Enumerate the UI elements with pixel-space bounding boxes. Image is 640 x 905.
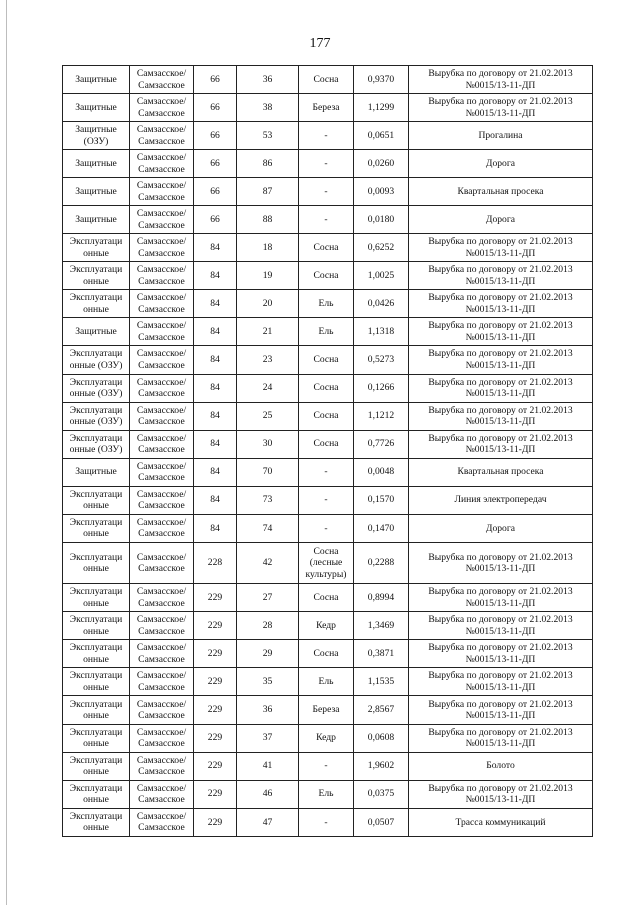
area-cell: 0,5273 [354, 346, 409, 374]
note-cell: Трасса коммуникаций [409, 808, 593, 836]
species-cell: - [299, 150, 354, 178]
forestry-cell: Самзасское/ Самзасское [130, 542, 194, 584]
forest-category-cell: Эксплуатаци онные [63, 724, 130, 752]
plot-cell: 70 [237, 458, 299, 486]
plot-cell: 25 [237, 402, 299, 430]
quarter-cell: 84 [194, 458, 237, 486]
forest-category-cell: Защитные [63, 178, 130, 206]
table-row [63, 262, 593, 290]
forestry-cell: Самзасское/ Самзасское [130, 612, 194, 640]
species-cell: Сосна [299, 430, 354, 458]
table-row [63, 206, 593, 234]
note-cell: Вырубка по договору от 21.02.2013 №0015/13-11-ДП [409, 430, 593, 458]
quarter-cell: 229 [194, 780, 237, 808]
table-row [63, 374, 593, 402]
plot-cell: 21 [237, 318, 299, 346]
note-cell: Вырубка по договору от 21.02.2013 №0015/13-11-ДП [409, 318, 593, 346]
quarter-cell: 228 [194, 542, 237, 584]
forestry-cell: Самзасское/ Самзасское [130, 486, 194, 514]
forestry-cell: Самзасское/ Самзасское [130, 640, 194, 668]
table-row [63, 290, 593, 318]
note-cell: Вырубка по договору от 21.02.2013 №0015/13-11-ДП [409, 542, 593, 584]
area-cell: 0,0180 [354, 206, 409, 234]
species-cell: Ель [299, 780, 354, 808]
forestry-cell: Самзасское/ Самзасское [130, 752, 194, 780]
quarter-cell: 66 [194, 206, 237, 234]
area-cell: 0,0507 [354, 808, 409, 836]
species-cell: Ель [299, 668, 354, 696]
forest-category-cell: Эксплуатаци онные (ОЗУ) [63, 402, 130, 430]
area-cell: 1,0025 [354, 262, 409, 290]
table-row [63, 696, 593, 724]
quarter-cell: 229 [194, 668, 237, 696]
forestry-cell: Самзасское/ Самзасское [130, 262, 194, 290]
note-cell: Линия электропередач [409, 486, 593, 514]
area-cell: 1,3469 [354, 612, 409, 640]
plot-cell: 28 [237, 612, 299, 640]
area-cell: 1,9602 [354, 752, 409, 780]
plot-cell: 27 [237, 584, 299, 612]
scan-edge-line [6, 0, 7, 905]
note-cell: Вырубка по договору от 21.02.2013 №0015/13-11-ДП [409, 374, 593, 402]
plot-cell: 36 [237, 696, 299, 724]
forestry-cell: Самзасское/ Самзасское [130, 584, 194, 612]
note-cell: Вырубка по договору от 21.02.2013 №0015/13-11-ДП [409, 640, 593, 668]
quarter-cell: 84 [194, 514, 237, 542]
forest-category-cell: Эксплуатаци онные [63, 290, 130, 318]
note-cell: Дорога [409, 150, 593, 178]
forest-category-cell: Эксплуатаци онные [63, 780, 130, 808]
quarter-cell: 229 [194, 808, 237, 836]
area-cell: 0,0375 [354, 780, 409, 808]
plot-cell: 36 [237, 66, 299, 94]
area-cell: 0,7726 [354, 430, 409, 458]
area-cell: 0,1266 [354, 374, 409, 402]
table-row [63, 612, 593, 640]
species-cell: - [299, 514, 354, 542]
species-cell: Сосна [299, 402, 354, 430]
table-row [63, 234, 593, 262]
quarter-cell: 229 [194, 724, 237, 752]
forestry-cell: Самзасское/ Самзасское [130, 458, 194, 486]
quarter-cell: 229 [194, 696, 237, 724]
quarter-cell: 84 [194, 402, 237, 430]
area-cell: 2,8567 [354, 696, 409, 724]
species-cell: - [299, 458, 354, 486]
quarter-cell: 66 [194, 150, 237, 178]
forestry-cell: Самзасское/ Самзасское [130, 318, 194, 346]
forest-category-cell: Защитные [63, 458, 130, 486]
forestry-cell: Самзасское/ Самзасское [130, 808, 194, 836]
forestry-cell: Самзасское/ Самзасское [130, 724, 194, 752]
quarter-cell: 229 [194, 584, 237, 612]
forest-plots-table [62, 65, 593, 837]
table-row [63, 808, 593, 836]
note-cell: Вырубка по договору от 21.02.2013 №0015/13-11-ДП [409, 66, 593, 94]
plot-cell: 35 [237, 668, 299, 696]
note-cell: Вырубка по договору от 21.02.2013 №0015/13-11-ДП [409, 612, 593, 640]
area-cell: 1,1318 [354, 318, 409, 346]
quarter-cell: 84 [194, 262, 237, 290]
forestry-cell: Самзасское/ Самзасское [130, 122, 194, 150]
forest-category-cell: Эксплуатаци онные [63, 514, 130, 542]
forestry-cell: Самзасское/ Самзасское [130, 668, 194, 696]
area-cell: 0,0260 [354, 150, 409, 178]
table-row [63, 458, 593, 486]
quarter-cell: 84 [194, 346, 237, 374]
area-cell: 0,6252 [354, 234, 409, 262]
note-cell: Дорога [409, 514, 593, 542]
forest-category-cell: Эксплуатаци онные (ОЗУ) [63, 430, 130, 458]
table-row [63, 780, 593, 808]
species-cell: Сосна [299, 640, 354, 668]
plot-cell: 53 [237, 122, 299, 150]
note-cell: Прогалина [409, 122, 593, 150]
quarter-cell: 84 [194, 318, 237, 346]
species-cell: Береза [299, 94, 354, 122]
quarter-cell: 84 [194, 290, 237, 318]
plot-cell: 37 [237, 724, 299, 752]
forest-category-cell: Эксплуатаци онные [63, 542, 130, 584]
forestry-cell: Самзасское/ Самзасское [130, 514, 194, 542]
forestry-cell: Самзасское/ Самзасское [130, 178, 194, 206]
table-row [63, 94, 593, 122]
area-cell: 0,0048 [354, 458, 409, 486]
species-cell: Кедр [299, 612, 354, 640]
area-cell: 0,0093 [354, 178, 409, 206]
plot-cell: 86 [237, 150, 299, 178]
forest-category-cell: Эксплуатаци онные [63, 612, 130, 640]
species-cell: Сосна [299, 584, 354, 612]
plot-cell: 19 [237, 262, 299, 290]
forest-category-cell: Защитные [63, 66, 130, 94]
area-cell: 1,1535 [354, 668, 409, 696]
forest-category-cell: Защитные [63, 150, 130, 178]
species-cell: - [299, 808, 354, 836]
table-row [63, 346, 593, 374]
quarter-cell: 84 [194, 430, 237, 458]
note-cell: Вырубка по договору от 21.02.2013 №0015/13-11-ДП [409, 262, 593, 290]
note-cell: Вырубка по договору от 21.02.2013 №0015/13-11-ДП [409, 724, 593, 752]
quarter-cell: 84 [194, 234, 237, 262]
species-cell: - [299, 122, 354, 150]
note-cell: Вырубка по договору от 21.02.2013 №0015/13-11-ДП [409, 780, 593, 808]
forestry-cell: Самзасское/ Самзасское [130, 374, 194, 402]
quarter-cell: 84 [194, 374, 237, 402]
forestry-cell: Самзасское/ Самзасское [130, 150, 194, 178]
plot-cell: 29 [237, 640, 299, 668]
plot-cell: 87 [237, 178, 299, 206]
area-cell: 0,3871 [354, 640, 409, 668]
species-cell: - [299, 752, 354, 780]
area-cell: 1,1212 [354, 402, 409, 430]
plot-cell: 74 [237, 514, 299, 542]
quarter-cell: 66 [194, 178, 237, 206]
plot-cell: 41 [237, 752, 299, 780]
plot-cell: 18 [237, 234, 299, 262]
note-cell: Вырубка по договору от 21.02.2013 №0015/13-11-ДП [409, 668, 593, 696]
species-cell: Ель [299, 290, 354, 318]
quarter-cell: 66 [194, 66, 237, 94]
forest-category-cell: Эксплуатаци онные [63, 696, 130, 724]
plot-cell: 23 [237, 346, 299, 374]
table-row [63, 430, 593, 458]
forestry-cell: Самзасское/ Самзасское [130, 346, 194, 374]
species-cell: - [299, 206, 354, 234]
area-cell: 0,2288 [354, 542, 409, 584]
forestry-cell: Самзасское/ Самзасское [130, 780, 194, 808]
table-row [63, 150, 593, 178]
plot-cell: 30 [237, 430, 299, 458]
forestry-cell: Самзасское/ Самзасское [130, 234, 194, 262]
forestry-cell: Самзасское/ Самзасское [130, 402, 194, 430]
quarter-cell: 229 [194, 612, 237, 640]
species-cell: - [299, 178, 354, 206]
plot-cell: 20 [237, 290, 299, 318]
area-cell: 0,0608 [354, 724, 409, 752]
species-cell: Береза [299, 696, 354, 724]
table-row [63, 640, 593, 668]
plot-cell: 24 [237, 374, 299, 402]
quarter-cell: 229 [194, 640, 237, 668]
table-row [63, 514, 593, 542]
forest-category-cell: Защитные [63, 94, 130, 122]
table-row [63, 318, 593, 346]
note-cell: Квартальная просека [409, 458, 593, 486]
table-row [63, 402, 593, 430]
area-cell: 1,1299 [354, 94, 409, 122]
note-cell: Вырубка по договору от 21.02.2013 №0015/13-11-ДП [409, 402, 593, 430]
species-cell: Кедр [299, 724, 354, 752]
forestry-cell: Самзасское/ Самзасское [130, 206, 194, 234]
forest-category-cell: Эксплуатаци онные [63, 668, 130, 696]
quarter-cell: 66 [194, 94, 237, 122]
area-cell: 0,1570 [354, 486, 409, 514]
plot-cell: 47 [237, 808, 299, 836]
area-cell: 0,1470 [354, 514, 409, 542]
forest-category-cell: Эксплуатаци онные [63, 584, 130, 612]
forest-category-cell: Защитные [63, 206, 130, 234]
forest-category-cell: Защитные (ОЗУ) [63, 122, 130, 150]
forestry-cell: Самзасское/ Самзасское [130, 94, 194, 122]
page-number: 177 [309, 36, 331, 51]
table-row [63, 66, 593, 94]
note-cell: Вырубка по договору от 21.02.2013 №0015/13-11-ДП [409, 234, 593, 262]
forestry-cell: Самзасское/ Самзасское [130, 66, 194, 94]
species-cell: Сосна [299, 66, 354, 94]
forestry-cell: Самзасское/ Самзасское [130, 696, 194, 724]
note-cell: Вырубка по договору от 21.02.2013 №0015/13-11-ДП [409, 584, 593, 612]
forest-category-cell: Защитные [63, 318, 130, 346]
note-cell: Вырубка по договору от 21.02.2013 №0015/13-11-ДП [409, 94, 593, 122]
area-cell: 0,0651 [354, 122, 409, 150]
note-cell: Вырубка по договору от 21.02.2013 №0015/13-11-ДП [409, 696, 593, 724]
plot-cell: 88 [237, 206, 299, 234]
plot-cell: 38 [237, 94, 299, 122]
forest-category-cell: Эксплуатаци онные [63, 234, 130, 262]
forest-category-cell: Эксплуатаци онные [63, 486, 130, 514]
species-cell: Сосна [299, 234, 354, 262]
area-cell: 0,9370 [354, 66, 409, 94]
plot-cell: 42 [237, 542, 299, 584]
species-cell: Ель [299, 318, 354, 346]
table-row [63, 752, 593, 780]
quarter-cell: 66 [194, 122, 237, 150]
plot-cell: 46 [237, 780, 299, 808]
note-cell: Болото [409, 752, 593, 780]
table-body [63, 66, 593, 837]
forest-category-cell: Эксплуатаци онные [63, 640, 130, 668]
forestry-cell: Самзасское/ Самзасское [130, 290, 194, 318]
plot-cell: 73 [237, 486, 299, 514]
forest-category-cell: Эксплуатаци онные [63, 808, 130, 836]
forest-category-cell: Эксплуатаци онные [63, 752, 130, 780]
species-cell: Сосна [299, 374, 354, 402]
area-cell: 0,8994 [354, 584, 409, 612]
species-cell: - [299, 486, 354, 514]
area-cell: 0,0426 [354, 290, 409, 318]
note-cell: Вырубка по договору от 21.02.2013 №0015/13-11-ДП [409, 346, 593, 374]
species-cell: Сосна (лесные культуры) [299, 542, 354, 584]
forestry-cell: Самзасское/ Самзасское [130, 430, 194, 458]
note-cell: Квартальная просека [409, 178, 593, 206]
table-row [63, 122, 593, 150]
table-row [63, 668, 593, 696]
table-row [63, 542, 593, 584]
table-row [63, 178, 593, 206]
species-cell: Сосна [299, 262, 354, 290]
note-cell: Вырубка по договору от 21.02.2013 №0015/13-11-ДП [409, 290, 593, 318]
note-cell: Дорога [409, 206, 593, 234]
quarter-cell: 84 [194, 486, 237, 514]
forest-category-cell: Эксплуатаци онные [63, 262, 130, 290]
table-row [63, 724, 593, 752]
table-row [63, 584, 593, 612]
table-row [63, 486, 593, 514]
forest-category-cell: Эксплуатаци онные (ОЗУ) [63, 346, 130, 374]
forest-category-cell: Эксплуатаци онные (ОЗУ) [63, 374, 130, 402]
species-cell: Сосна [299, 346, 354, 374]
quarter-cell: 229 [194, 752, 237, 780]
